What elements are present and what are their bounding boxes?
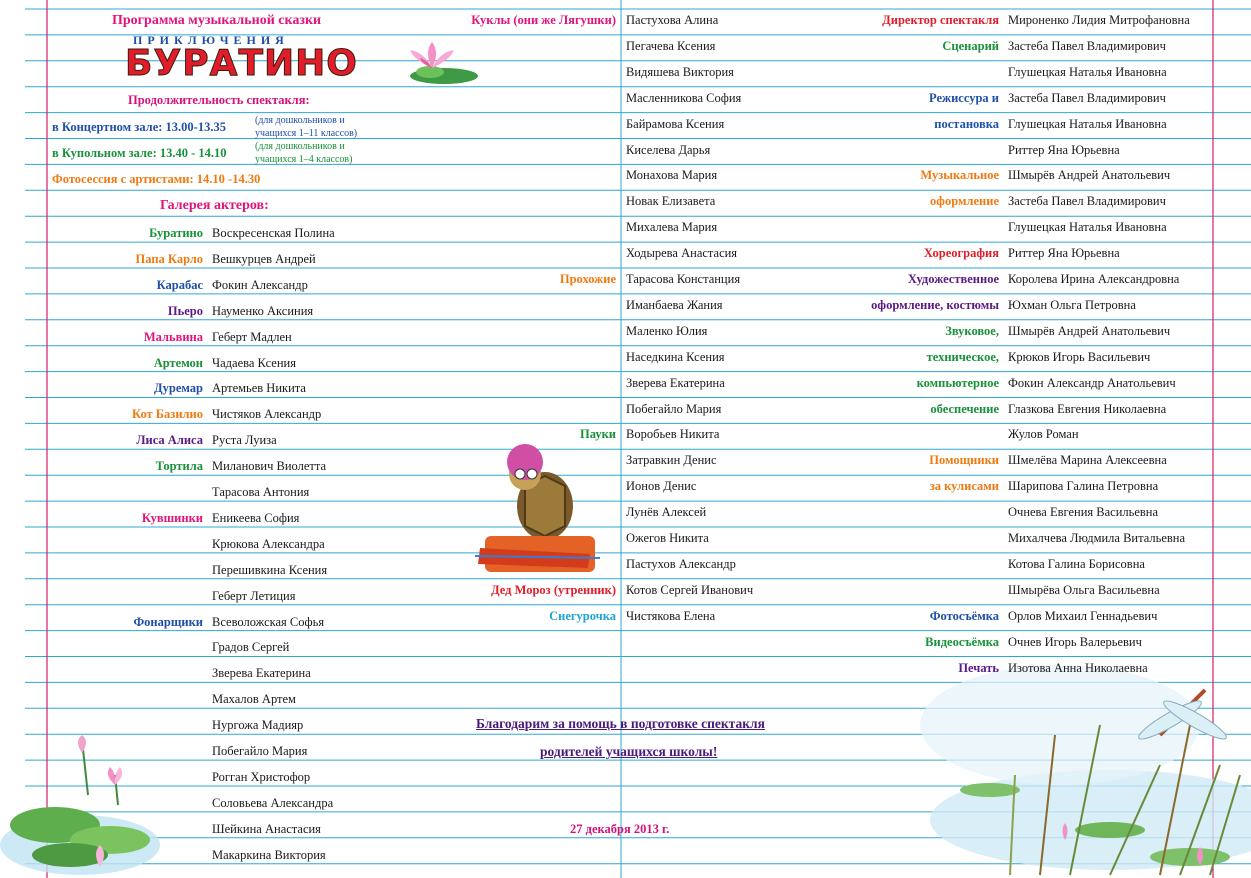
crew-person-name: Риттер Яна Юрьевна xyxy=(1008,142,1120,157)
crew-role-label: Звуковое, xyxy=(945,323,999,338)
cast-middle-person-name: Зверева Екатерина xyxy=(626,375,725,390)
cast-middle-role-label: Куклы (они же Лягушки) xyxy=(471,13,616,27)
cast-left-person-name: Чистяков Александр xyxy=(212,407,322,422)
crew-role-label: Художественное xyxy=(907,272,999,286)
crew-role-label: Сценарий xyxy=(942,38,999,53)
cast-left-person-name: Вешкурцев Андрей xyxy=(212,251,316,266)
crew-role-label: компьютерное xyxy=(916,375,999,390)
crew-role-label: Фотосъёмка xyxy=(929,608,999,623)
crew-person-name: Шарипова Галина Петровна xyxy=(1008,479,1159,494)
cast-left-role-label: Фонарщики xyxy=(133,614,203,629)
crew-role-label: Музыкальное xyxy=(920,168,999,183)
cast-left-role-label: Буратино xyxy=(149,226,203,240)
cast-left-person-name: Чадаева Ксения xyxy=(212,355,296,370)
cast-middle-person-name: Воробьев Никита xyxy=(626,427,720,442)
crew-person-name: Застеба Павел Владимирович xyxy=(1008,38,1166,53)
cast-left-person-name: Всеволожская Софья xyxy=(212,614,325,629)
crew-person-name: Шмырёв Андрей Анатольевич xyxy=(1008,168,1171,183)
crew-person-name: Застеба Павел Владимирович xyxy=(1008,90,1166,105)
tortoise-tortila-icon xyxy=(470,436,605,582)
cast-left-person-name: Нургожа Мадияр xyxy=(212,718,304,733)
cast-left-person-name: Еникеева София xyxy=(212,510,300,525)
waterlily-icon xyxy=(0,735,175,878)
crew-role-label: Помощники xyxy=(929,453,999,468)
cast-middle-role-label: Дед Мороз (утренник) xyxy=(491,582,616,597)
cast-left-role-label: Кувшинки xyxy=(141,510,203,525)
concert-hall-note-2: учащихся 1–11 классов) xyxy=(255,128,358,139)
logo-main-text: БУРАТИНО xyxy=(125,43,358,84)
crew-person-name: Шмелёва Марина Алексеевна xyxy=(1008,453,1167,468)
cast-middle-person-name: Ионов Денис xyxy=(626,479,697,494)
thanks-line-1: Благодарим за помощь в подготовке спектакля xyxy=(476,716,765,731)
lotus-icon xyxy=(402,38,480,86)
cast-left-person-name: Руста Луиза xyxy=(212,433,277,448)
cast-middle-person-name: Иманбаева Жания xyxy=(626,297,723,312)
cast-left-person-name: Фокин Александр xyxy=(212,277,308,292)
cast-middle-person-name: Монахова Мария xyxy=(626,168,718,183)
cast-left-person-name: Артемьев Никита xyxy=(212,381,306,396)
crew-role-label: Режиссура и xyxy=(929,90,999,105)
cast-left-person-name: Махалов Артем xyxy=(212,692,296,707)
cast-left-person-name: Соловьева Александра xyxy=(212,795,334,810)
cast-left-role-label: Тортила xyxy=(155,459,203,474)
cast-left-role-label: Артемон xyxy=(153,355,203,370)
crew-person-name: Королева Ирина Александровна xyxy=(1008,272,1180,286)
crew-role-label: оформление xyxy=(930,194,999,209)
dome-hall-note-1: (для дошкольников и xyxy=(255,141,345,152)
crew-person-name: Юхман Ольга Петровна xyxy=(1008,297,1136,312)
cast-middle-person-name: Чистякова Елена xyxy=(626,608,716,623)
crew-person-name: Изотова Анна Николаевна xyxy=(1008,660,1148,675)
cast-middle-person-name: Наседкина Ксения xyxy=(626,349,725,364)
crew-role-label: обеспечение xyxy=(930,401,999,416)
crew-role-label: техническое, xyxy=(926,349,999,364)
program-title: Программа музыкальной сказки xyxy=(112,13,322,28)
cast-middle-role-label: Прохожие xyxy=(559,272,616,286)
crew-person-name: Очнева Евгения Васильевна xyxy=(1008,505,1159,520)
crew-person-name: Очнев Игорь Валерьевич xyxy=(1008,634,1142,649)
cast-left-person-name: Воскресенская Полина xyxy=(212,226,335,240)
crew-person-name: Крюков Игорь Васильевич xyxy=(1008,349,1151,364)
crew-role-label: Директор спектакля xyxy=(882,13,999,27)
cast-left-person-name: Науменко Аксиния xyxy=(212,303,314,318)
cast-middle-role-label: Пауки xyxy=(580,427,616,442)
crew-person-name: Застеба Павел Владимирович xyxy=(1008,194,1166,209)
cast-middle-person-name: Тарасова Констанция xyxy=(626,272,741,286)
crew-person-name: Орлов Михаил Геннадьевич xyxy=(1008,608,1158,623)
cast-left-person-name: Шейкина Анастасия xyxy=(212,821,321,836)
cast-middle-person-name: Пегачева Ксения xyxy=(626,38,716,53)
crew-person-name: Риттер Яна Юрьевна xyxy=(1008,246,1120,261)
crew-role-label: Печать xyxy=(958,660,999,675)
cast-middle-person-name: Видяшева Виктория xyxy=(626,64,734,79)
event-date: 27 декабря 2013 г. xyxy=(570,822,670,836)
gallery-heading: Галерея актеров: xyxy=(160,198,269,213)
cast-left-role-label: Папа Карло xyxy=(135,251,203,266)
cast-middle-person-name: Ожегов Никита xyxy=(626,531,709,545)
cast-middle-person-name: Новак Елизавета xyxy=(626,194,716,209)
duration-label: Продолжительность спектакля: xyxy=(128,93,310,107)
cast-middle-person-name: Лунёв Алексей xyxy=(626,505,707,520)
cast-left-person-name: Тарасова Антония xyxy=(212,485,310,499)
crew-person-name: Глазкова Евгения Николаевна xyxy=(1008,401,1167,416)
cast-middle-person-name: Ходырева Анастасия xyxy=(626,246,738,261)
cast-left-role-label: Мальвина xyxy=(143,329,203,344)
cast-middle-person-name: Масленникова София xyxy=(626,90,742,105)
cast-left-person-name: Крюкова Александра xyxy=(212,536,325,551)
crew-person-name: Жулов Роман xyxy=(1008,427,1079,442)
photo-session-time: Фотосессия с артистами: 14.10 -14.30 xyxy=(52,172,261,186)
crew-role-label: оформление, костюмы xyxy=(871,297,999,312)
crew-role-label: постановка xyxy=(934,116,999,131)
dome-hall-note-2: учащихся 1–4 классов) xyxy=(255,154,353,165)
cast-left-person-name: Миланович Виолетта xyxy=(212,459,327,474)
cast-middle-person-name: Киселева Дарья xyxy=(626,142,711,157)
cast-left-person-name: Перешивкина Ксения xyxy=(212,562,328,577)
cast-left-role-label: Карабас xyxy=(156,277,203,292)
cast-left-person-name: Градов Сергей xyxy=(212,640,290,655)
cast-left-person-name: Геберт Мадлен xyxy=(212,329,292,344)
cast-middle-person-name: Пастухова Алина xyxy=(626,13,719,27)
cast-middle-person-name: Побегайло Мария xyxy=(626,401,722,416)
cast-middle-person-name: Пастухов Александр xyxy=(626,556,736,571)
crew-person-name: Котова Галина Борисовна xyxy=(1008,556,1145,571)
cast-left-role-label: Пьеро xyxy=(167,303,203,318)
cast-left-person-name: Зверева Екатерина xyxy=(212,666,311,681)
dome-hall-time: в Купольном зале: 13.40 - 14.10 xyxy=(52,146,227,160)
concert-hall-time: в Концертном зале: 13.00-13.35 xyxy=(52,120,226,134)
thanks-line-2: родителей учащихся школы! xyxy=(540,744,718,759)
cast-left-role-label: Дуремар xyxy=(154,381,203,396)
cast-middle-person-name: Михалева Мария xyxy=(626,220,718,235)
crew-person-name: Глушецкая Наталья Ивановна xyxy=(1008,64,1167,79)
concert-hall-note-1: (для дошкольников и xyxy=(255,115,345,126)
cast-middle-person-name: Байрамова Ксения xyxy=(626,116,725,131)
crew-person-name: Шмырёва Ольга Васильевна xyxy=(1008,582,1160,597)
cast-left-person-name: Рогган Христофор xyxy=(212,769,311,784)
buratino-logo xyxy=(125,33,358,84)
crew-role-label: Видеосъёмка xyxy=(925,634,999,649)
crew-person-name: Мироненко Лидия Митрофановна xyxy=(1008,13,1190,27)
cast-left-person-name: Макаркина Виктория xyxy=(212,847,326,862)
cast-middle-person-name: Котов Сергей Иванович xyxy=(626,582,754,597)
crew-person-name: Шмырёв Андрей Анатольевич xyxy=(1008,323,1171,338)
cast-middle-person-name: Маленко Юлия xyxy=(626,323,708,338)
crew-role-label: за кулисами xyxy=(929,479,999,494)
crew-person-name: Михалчева Людмила Витальевна xyxy=(1008,531,1186,545)
cast-left-role-label: Лиса Алиса xyxy=(136,433,203,448)
cast-left-role-label: Кот Базилио xyxy=(132,407,203,422)
crew-role-label: Хореография xyxy=(923,246,999,261)
cast-left-person-name: Побегайло Мария xyxy=(212,744,308,758)
crew-person-name: Фокин Александр Анатольевич xyxy=(1008,375,1176,390)
logo-top-text: ПРИКЛЮЧЕНИЯ xyxy=(133,33,289,47)
cast-middle-role-label: Снегурочка xyxy=(549,608,616,623)
cast-middle-person-name: Затравкин Денис xyxy=(626,453,717,468)
cast-left-person-name: Геберт Летиция xyxy=(212,588,296,603)
crew-person-name: Глушецкая Наталья Ивановна xyxy=(1008,116,1167,131)
crew-person-name: Глушецкая Наталья Ивановна xyxy=(1008,220,1167,235)
